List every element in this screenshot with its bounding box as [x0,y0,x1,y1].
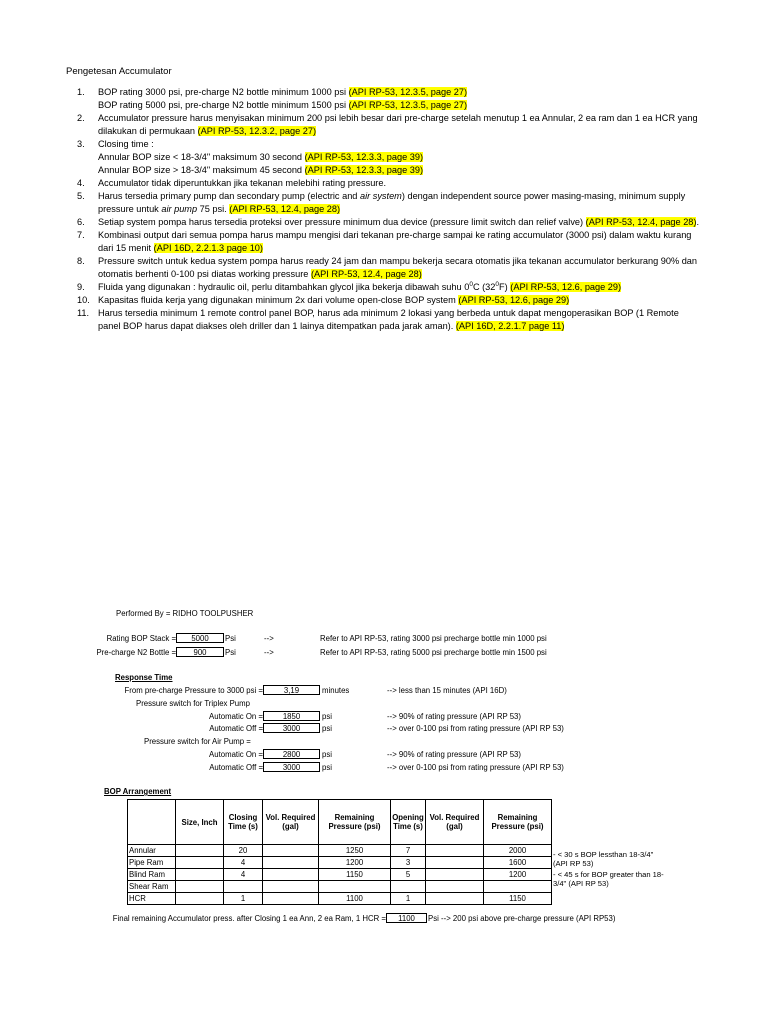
requirement-text [98,138,727,177]
precharge-label: Pre-charge N2 Bottle = [96,648,176,657]
table-cell [176,857,224,869]
api-reference-highlight: (API RP-53, 12.3.3, page 39) [304,152,424,162]
italic-term: air pump [161,204,198,214]
degree-superscript: 0 [495,281,500,288]
precharge-value: 900 [176,647,224,657]
requirement-line: dilakukan di permukaan (API RP-53, 12.3.2, page 27) [98,126,317,136]
requirement-number: 9. [77,282,85,292]
air-on-note: --> 90% of rating pressure (API RP 53) [387,750,521,759]
requirements-list [77,86,727,333]
requirement-number: 3. [77,139,85,149]
requirement-number: 10. [77,295,90,305]
api-reference-highlight: (API RP-53, 12.4, page 28) [229,204,341,214]
triplex-off-note: --> over 0-100 psi from rating pressure (API RP 53) [387,724,564,733]
requirement-item [77,86,727,112]
final-pressure-label: Final remaining Accumulator press. after Closing 1 ea Ann, 2 ea Ram, 1 HCR = [112,914,386,923]
api-reference-highlight: (API RP-53, 12.3.5, page 27) [348,87,468,97]
final-pressure-value: 1100 [386,913,427,923]
bop-arrangement-table [127,799,552,905]
table-header: Vol. Required (gal) [426,800,484,845]
requirement-item [77,307,727,333]
table-cell: 1 [391,893,426,905]
fill-time-unit: minutes [322,686,350,695]
requirement-number: 11. [77,308,90,318]
final-pressure-note: Psi --> 200 psi above pre-charge pressure (API RP53) [428,914,616,923]
air-on-label: Automatic On = [209,750,263,759]
requirement-text [98,177,727,190]
rating-bop-value: 5000 [176,633,224,643]
table-cell [176,845,224,857]
document-title: Pengetesan Accumulator [66,66,172,77]
requirement-line: Kapasitas fluida kerja yang digunakan minimum 2x dari volume open-close BOP system (API RP-53, 12.6, page 29) [98,295,570,305]
table-cell [426,881,484,893]
triplex-on-label: Automatic On = [209,712,263,721]
table-cell: 1150 [484,893,552,905]
air-on-unit: psi [322,750,332,759]
rating-arrow: --> [264,634,274,643]
requirement-number: 2. [77,113,85,123]
table-cell: 4 [224,869,263,881]
fill-time-label: From pre-charge Pressure to 3000 psi = [124,686,263,695]
requirement-item [77,294,727,307]
rating-reference: Refer to API RP-53, rating 3000 psi precharge bottle min 1000 psi [320,634,547,643]
api-reference-highlight: (API RP-53, 12.6, page 29) [458,295,570,305]
italic-term: air system [359,191,402,201]
requirement-item [77,229,727,255]
rating-bop-label: Rating BOP Stack = [106,634,176,643]
table-header [128,800,176,845]
air-on-value: 2800 [263,749,320,759]
table-cell: 2000 [484,845,552,857]
performed-by: Performed By = RIDHO TOOLPUSHER [116,609,254,618]
table-cell: 1200 [484,869,552,881]
response-time-heading: Response Time [115,673,173,682]
api-reference-highlight: (API RP-53, 12.3.5, page 27) [348,100,468,110]
api-reference-highlight: (API RP-53, 12.3.3, page 39) [304,165,424,175]
api-reference-highlight: (API 16D, 2.2.1.3 page 10) [153,243,263,253]
requirement-line: dari 15 menit (API 16D, 2.2.1.3 page 10) [98,243,263,253]
triplex-on-value: 1850 [263,711,320,721]
bop-component-name: Annular [128,845,176,857]
requirement-item [77,112,727,138]
rating-bop-unit: Psi [225,634,236,643]
bop-component-name: Shear Ram [128,881,176,893]
triplex-off-unit: psi [322,724,332,733]
table-cell: 1200 [319,857,391,869]
closing-time-note-small: - < 30 s BOP lessthan 18-3/4" (API RP 53) [553,850,654,868]
requirement-text [98,307,727,333]
requirement-text [98,216,727,229]
api-reference-highlight: (API RP-53, 12.6, page 29) [510,282,622,292]
fill-time-value: 3,19 [263,685,320,695]
requirement-text [98,294,727,307]
requirement-line: Accumulator tidak diperuntukkan jika tekanan melebihi rating pressure. [98,178,387,188]
table-cell: 20 [224,845,263,857]
table-cell [426,893,484,905]
air-off-label: Automatic Off = [209,763,263,772]
table-cell [319,881,391,893]
precharge-reference: Refer to API RP-53, rating 5000 psi precharge bottle min 1500 psi [320,648,547,657]
requirement-line: Fluida yang digunakan : hydraulic oil, perlu ditambahkan glycol jika bekerja dibawah suhu $0^0C$ $(32^0F)$ (API RP-53, 12.6, page 29) [98,281,622,292]
table-header: Closing Time (s) [224,800,263,845]
requirement-number: 7. [77,230,85,240]
requirement-text [98,112,727,138]
table-cell: 4 [224,857,263,869]
requirement-line: Annular BOP size < 18-3/4" maksimum 30 second (API RP-53, 12.3.3, page 39) [98,152,424,162]
requirement-number: 1. [77,87,85,97]
requirement-line: Annular BOP size > 18-3/4" maksimum 45 second (API RP-53, 12.3.3, page 39) [98,165,424,175]
table-row [128,893,552,905]
requirement-line: Accumulator pressure harus menyisakan minimum 200 psi lebih besar dari pre-charge setelah menutup 1 ea Annular, 2 ea ram dan 1 ea HCR yang [98,113,698,123]
requirement-line: pressure untuk air pump 75 psi. (API RP-53, 12.4, page 28) [98,204,341,214]
requirement-number: 4. [77,178,85,188]
api-reference-highlight: (API RP-53, 12.4, page 28) [310,269,422,279]
table-cell [426,857,484,869]
requirement-line: Setiap system pompa harus tersedia proteksi over pressure minimum dua device (pressure limit switch dan relief valve) (API RP-53, 12.4, page 28). [98,217,700,227]
closing-time-note-large: - < 45 s for BOP greater than 18-3/4" (API RP 53) [553,870,664,888]
table-cell [263,881,319,893]
requirement-text [98,86,727,112]
api-reference-highlight: (API RP-53, 12.3.2, page 27) [197,126,317,136]
bop-component-name: HCR [128,893,176,905]
requirement-line: BOP rating 3000 psi, pre-charge N2 bottle minimum 1000 psi (API RP-53, 12.3.5, page 27) [98,87,468,97]
fill-time-note: --> less than 15 minutes (API 16D) [387,686,507,695]
requirement-number: 8. [77,256,85,266]
requirement-line: Harus tersedia primary pump dan secondary pump (electric and air system) dengan independent source power masing-masing, minimum supply [98,191,686,201]
table-header: Remaining Pressure (psi) [319,800,391,845]
table-cell [263,893,319,905]
requirement-line: panel BOP harus dapat diakses oleh driller dan 1 lainya ditempatkan pada jarak aman). (API 16D, 2.2.1.7 page 11) [98,321,565,331]
table-cell [484,881,552,893]
table-cell [176,869,224,881]
triplex-on-unit: psi [322,712,332,721]
table-cell [224,881,263,893]
precharge-unit: Psi [225,648,236,657]
requirement-item [77,138,727,177]
requirement-text [98,229,727,255]
triplex-on-note: --> 90% of rating pressure (API RP 53) [387,712,521,721]
table-cell: 1600 [484,857,552,869]
triplex-switch-label: Pressure switch for Triplex Pump [136,699,250,708]
table-header: Vol. Required (gal) [263,800,319,845]
requirement-number: 5. [77,191,85,201]
table-row [128,845,552,857]
bop-component-name: Blind Ram [128,869,176,881]
requirement-text [98,281,727,294]
requirement-item [77,255,727,281]
requirement-text [98,190,727,216]
table-cell: 1150 [319,869,391,881]
requirement-line: Harus tersedia minimum 1 remote control panel BOP, harus ada minimum 2 lokasi yang berbeda untuk dapat mengoperasikan BOP (1 Remote [98,308,679,318]
requirement-line: BOP rating 5000 psi, pre-charge N2 bottle minimum 1500 psi (API RP-53, 12.3.5, page 27) [98,100,468,110]
table-cell: 3 [391,857,426,869]
table-cell: 1 [224,893,263,905]
table-header: Size, Inch [176,800,224,845]
table-row [128,869,552,881]
table-cell: 7 [391,845,426,857]
api-reference-highlight: (API 16D, 2.2.1.7 page 11) [455,321,565,331]
air-switch-label: Pressure switch for Air Pump = [144,737,251,746]
requirement-line: Kombinasi output dari semua pompa harus mampu mengisi dari tekanan pre-charge sampai ke rating accumulator (3000 psi) dalam waktu kurang [98,230,692,240]
table-cell [263,845,319,857]
degree-superscript: 0 [469,281,473,288]
requirement-item [77,177,727,190]
table-cell [176,893,224,905]
requirement-item [77,281,727,294]
bop-component-name: Pipe Ram [128,857,176,869]
requirement-item [77,216,727,229]
table-header: Opening Time (s) [391,800,426,845]
table-cell [426,869,484,881]
precharge-arrow: --> [264,648,274,657]
air-off-unit: psi [322,763,332,772]
requirement-text [98,255,727,281]
air-off-note: --> over 0-100 psi from rating pressure (API RP 53) [387,763,564,772]
requirement-line: Pressure switch untuk kedua system pompa harus ready 24 jam dan mampu bekerja secara otomatis jika tekanan accumulator berkurang 90% dan [98,256,698,266]
table-cell [263,869,319,881]
table-cell [176,881,224,893]
triplex-off-label: Automatic Off = [209,724,263,733]
api-reference-highlight: (API RP-53, 12.4, page 28) [585,217,697,227]
air-off-value: 3000 [263,762,320,772]
requirement-number: 6. [77,217,85,227]
triplex-off-value: 3000 [263,723,320,733]
table-cell [263,857,319,869]
table-row [128,857,552,869]
requirement-line: otomatis berhenti 0-100 psi diatas working pressure (API RP-53, 12.4, page 28) [98,269,422,279]
table-cell: 5 [391,869,426,881]
table-row [128,881,552,893]
requirement-item [77,190,727,216]
table-cell [426,845,484,857]
table-cell: 1100 [319,893,391,905]
table-cell [391,881,426,893]
table-cell: 1250 [319,845,391,857]
requirement-line: Closing time : [98,139,154,149]
bop-arrangement-heading: BOP Arrangement [104,787,172,796]
table-header: Remaining Pressure (psi) [484,800,552,845]
